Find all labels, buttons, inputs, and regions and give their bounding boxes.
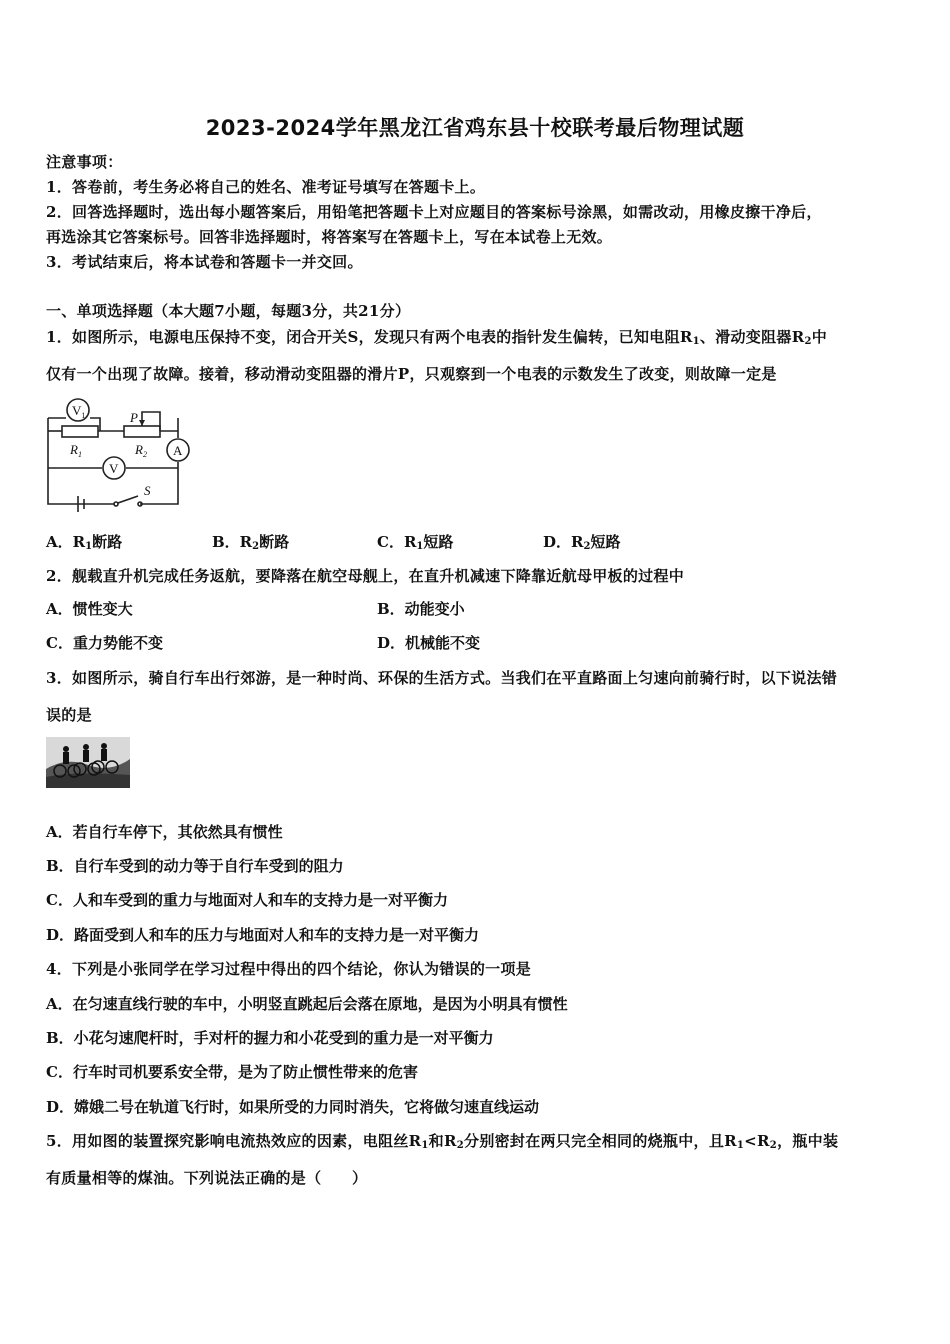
q5-stem-line2: 有质量相等的煤油。下列说法正确的是（ ） [46, 1169, 368, 1187]
q1-option-b: B．$R_2$断路 [212, 533, 290, 552]
circuit-diagram [44, 396, 192, 512]
q3-stem-line2: 误的是 [46, 706, 92, 724]
q4-option-a: A．在匀速直线行驶的车中，小明竖直跳起后会落在原地，是因为小明具有惯性 [46, 995, 568, 1013]
notice-item-2-cont: 再选涂其它答案标号。回答非选择题时，将答案写在答题卡上，写在本试卷上无效。 [46, 228, 613, 246]
label-r2: $R_2$ [135, 442, 147, 459]
notice-item-1: 1．答卷前，考生务必将自己的姓名、准考证号填写在答题卡上。 [46, 178, 486, 196]
q3-stem-line1: 3．如图所示，骑自行车出行郊游，是一种时尚、环保的生活方式。当我们在平直路面上匀速向前骑行时，以下说法错 [46, 669, 838, 687]
q3-option-a: A．若自行车停下，其依然具有惯性 [46, 823, 283, 841]
q1-option-d: D．$R_2$短路 [543, 533, 621, 552]
label-a: A [173, 443, 183, 458]
q1-stem-line2: 仅有一个出现了故障。接着，移动滑动变阻器的滑片P，只观察到一个电表的示数发生了改变，则故障一定是 [46, 365, 777, 383]
q2-option-c: C．重力势能不变 [46, 634, 163, 652]
label-s: S [144, 483, 151, 498]
notice-item-3: 3．考试结束后，将本试卷和答题卡一并交回。 [46, 253, 363, 271]
q1-option-c: C．$R_1$短路 [377, 533, 454, 552]
cyclists-photo [46, 737, 130, 788]
page-title: 2023-2024学年黑龙江省鸡东县十校联考最后物理试题 [205, 116, 745, 140]
q1-stem-line1: 1．如图所示，电源电压保持不变，闭合开关S，发现只有两个电表的指针发生偏转，已知电阻$R_1$、滑动变阻器$R_2$中 [46, 328, 828, 347]
q3-option-d: D．路面受到人和车的压力与地面对人和车的支持力是一对平衡力 [46, 926, 480, 944]
label-v1: $V_1$ [72, 403, 86, 420]
q2-option-b: B．动能变小 [377, 600, 465, 618]
q4-option-d: D．嫦娥二号在轨道飞行时，如果所受的力同时消失，它将做匀速直线运动 [46, 1098, 540, 1116]
label-r1: $R_1$ [70, 442, 82, 459]
section-heading: 一、单项选择题（本大题7小题，每题3分，共21分） [46, 302, 411, 320]
label-v: V [109, 461, 119, 476]
q5-stem-line1: 5．用如图的装置探究影响电流热效应的因素，电阻丝$R_1$和$R_2$分别密封在两只完全相同的烧瓶中，且$R_1<R_2$，瓶中装 [46, 1132, 839, 1151]
q1-option-a: A．$R_1$断路 [46, 533, 123, 552]
q2-stem: 2．舰载直升机完成任务返航，要降落在航空母舰上，在直升机减速下降靠近航母甲板的过程中 [46, 567, 685, 585]
q3-option-b: B．自行车受到的动力等于自行车受到的阻力 [46, 857, 344, 875]
q4-option-b: B．小花匀速爬杆时，手对杆的握力和小花受到的重力是一对平衡力 [46, 1029, 494, 1047]
q2-option-a: A．惯性变大 [46, 600, 133, 618]
notice-item-2: 2．回答选择题时，选出每小题答案后，用铅笔把答题卡上对应题目的答案标号涂黑，如需改动，用橡皮擦干净后， [46, 203, 822, 221]
label-p: P [130, 410, 138, 425]
q3-option-c: C．人和车受到的重力与地面对人和车的支持力是一对平衡力 [46, 891, 448, 909]
q4-stem: 4．下列是小张同学在学习过程中得出的四个结论，你认为错误的一项是 [46, 960, 532, 978]
notice-heading: 注意事项： [46, 153, 123, 171]
q4-option-c: C．行车时司机要系安全带，是为了防止惯性带来的危害 [46, 1063, 418, 1081]
q2-option-d: D．机械能不变 [377, 634, 481, 652]
